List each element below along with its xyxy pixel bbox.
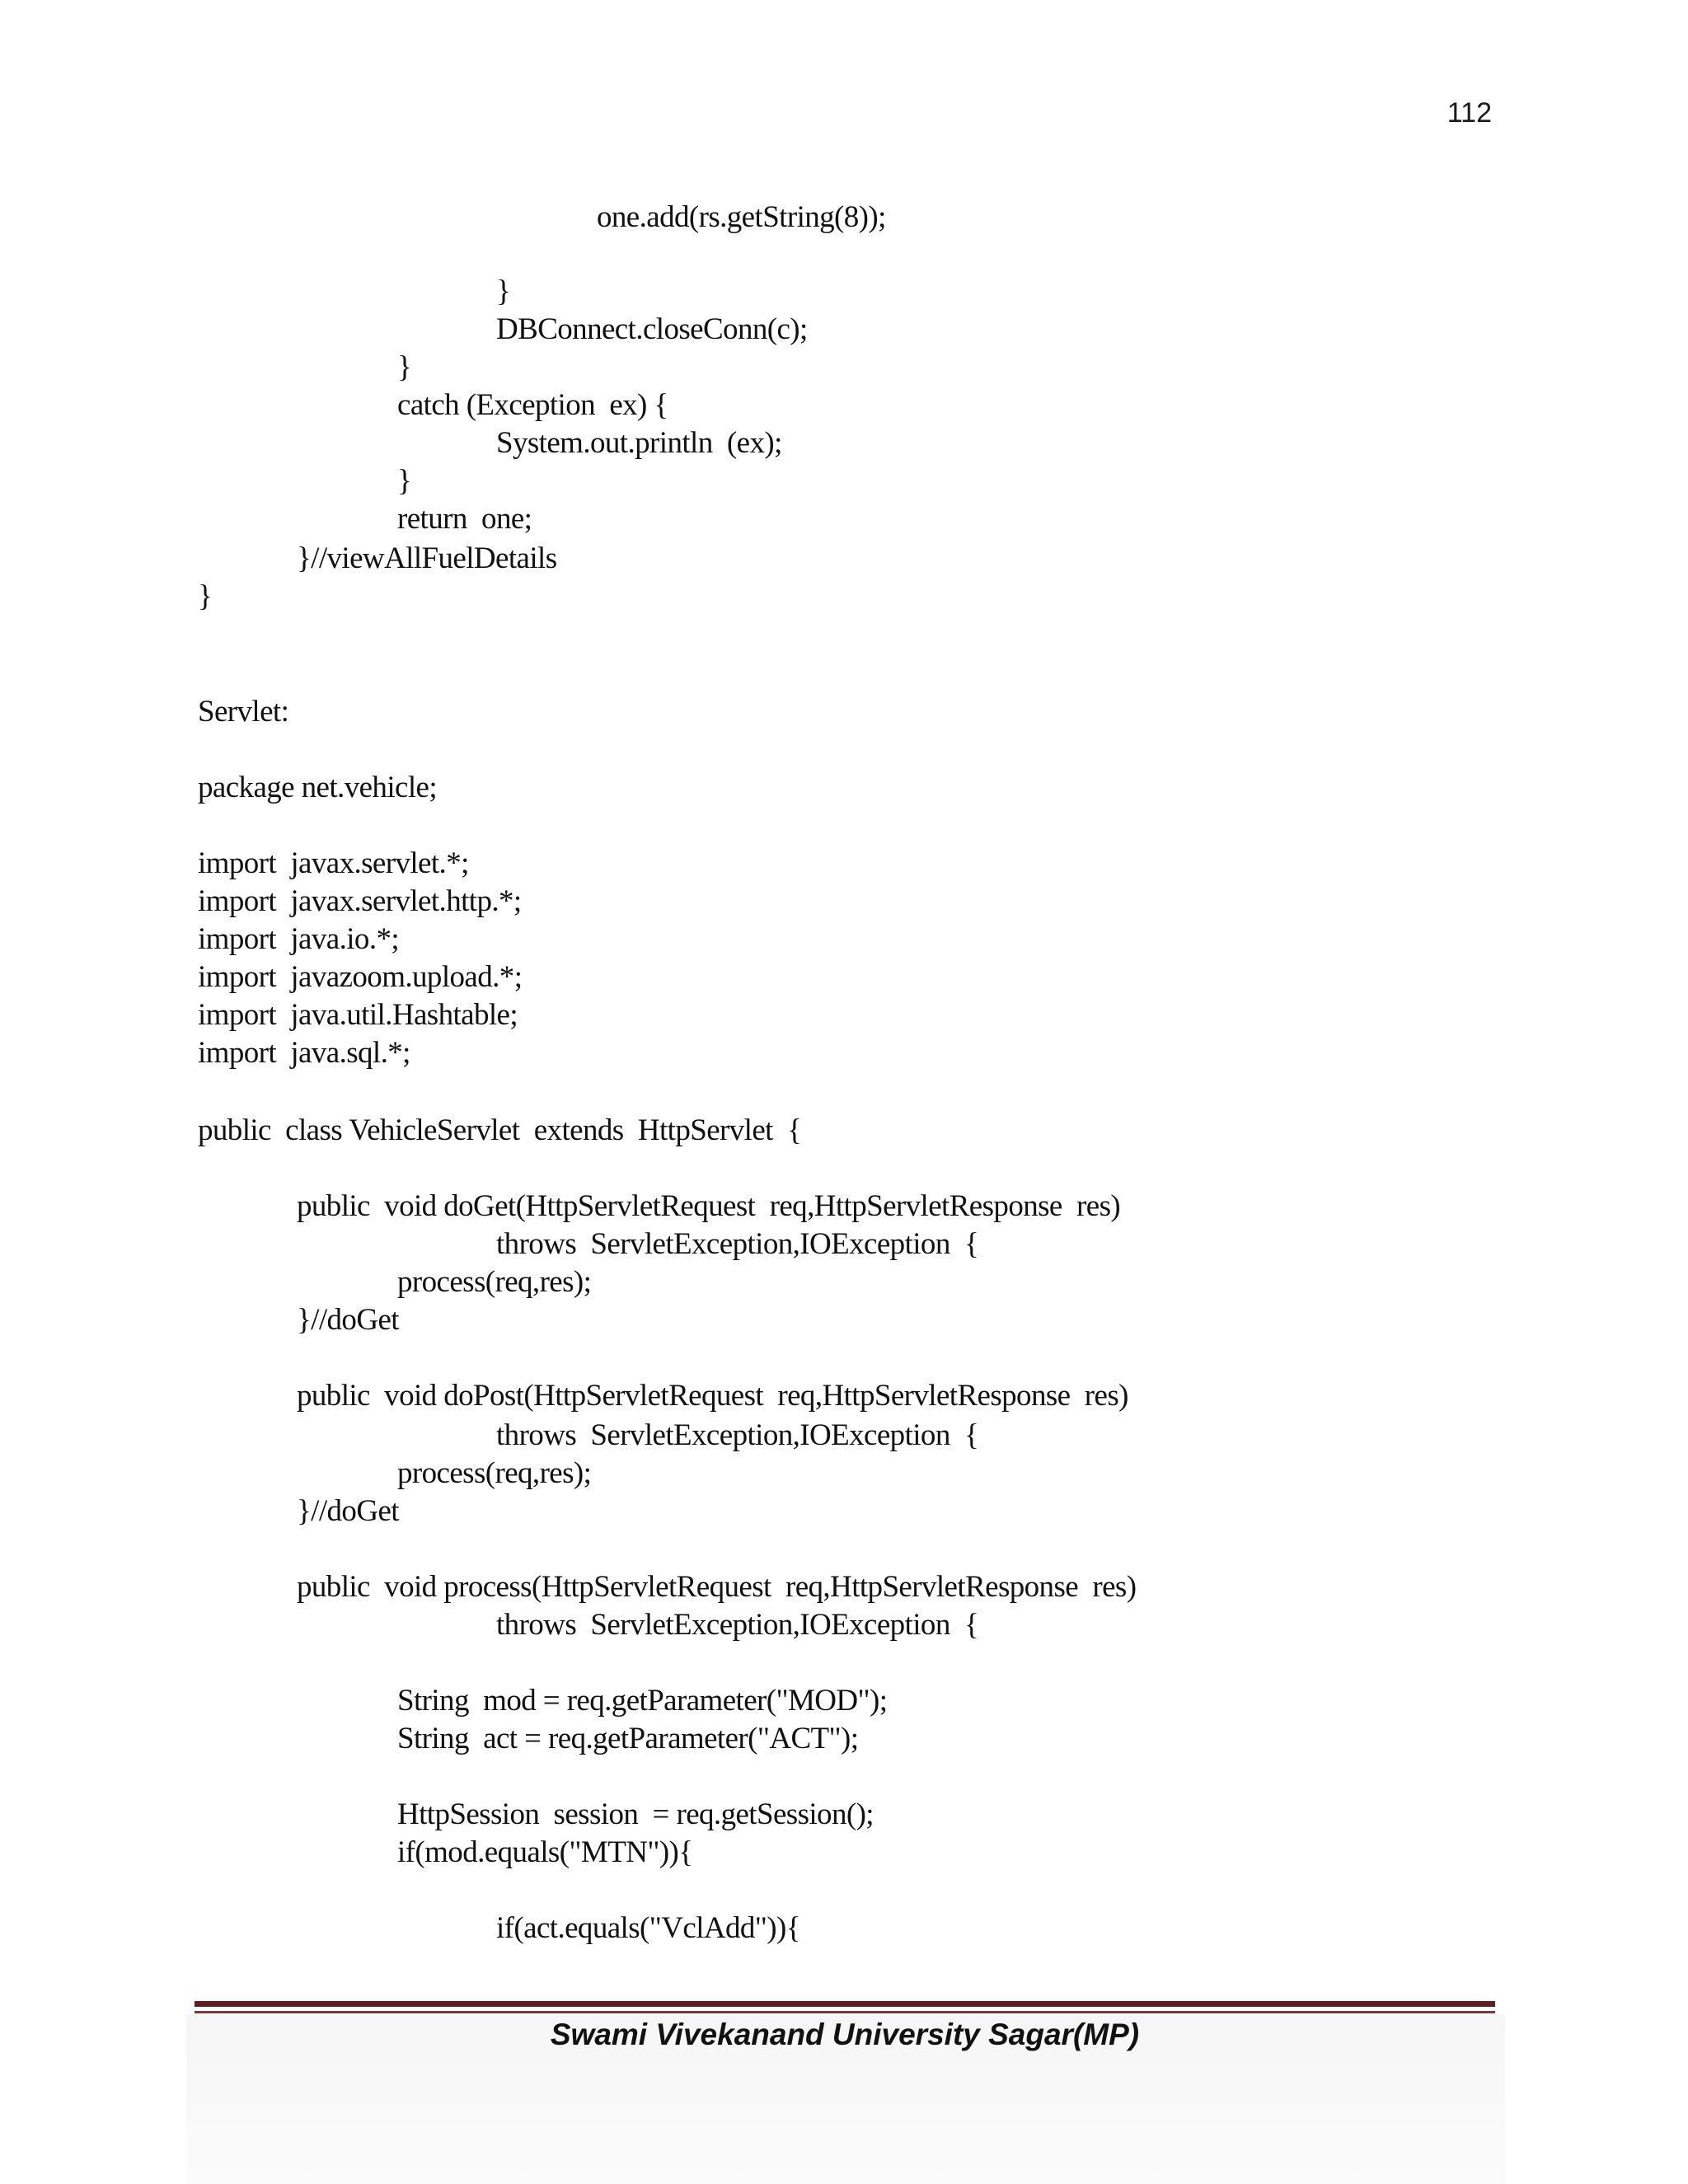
section-heading: Servlet: [198,695,289,729]
footer-university-name: Swami Vivekanand University Sagar(MP) [550,2018,1140,2051]
code-line: }//doGet [297,1494,399,1528]
code-line: String mod = req.getParameter("MOD"); [397,1684,888,1718]
code-line: package net.vehicle; [198,771,437,804]
code-line: one.add(rs.getString(8)); [597,200,886,234]
footer-rule-secondary [195,2011,1495,2013]
code-line: public class VehicleServlet extends HttpServlet { [198,1113,802,1147]
code-line: import javax.servlet.*; [198,846,469,880]
code-line: } [397,350,412,384]
code-line: public void process(HttpServletRequest req,HttpServletResponse res) [297,1570,1137,1604]
code-line: catch (Exception ex) { [397,388,668,422]
code-line: import java.util.Hashtable; [198,998,518,1032]
code-line: process(req,res); [397,1265,592,1299]
code-line: import javazoom.upload.*; [198,960,523,994]
code-line: }//doGet [297,1303,399,1337]
code-line: return one; [397,502,532,536]
code-line: DBConnect.closeConn(c); [496,312,808,346]
code-line: } [198,579,213,613]
code-line: } [496,274,511,308]
code-line: import javax.servlet.http.*; [198,884,522,918]
code-line: public void doPost(HttpServletRequest req,HttpServletResponse res) [297,1379,1128,1413]
code-line: String act = req.getParameter("ACT"); [397,1722,859,1755]
code-line: if(mod.equals("MTN")){ [397,1835,693,1869]
code-line: if(act.equals("VclAdd")){ [496,1911,800,1945]
code-line: System.out.println (ex); [496,426,782,460]
code-line: throws ServletException,IOException { [496,1418,979,1452]
code-line: throws ServletException,IOException { [496,1227,979,1261]
code-line: throws ServletException,IOException { [496,1608,979,1642]
code-line: import java.io.*; [198,922,400,956]
code-line: import java.sql.*; [198,1036,410,1070]
code-line: }//viewAllFuelDetails [297,541,557,575]
page-number: 112 [1447,97,1492,129]
code-line: HttpSession session = req.getSession(); [397,1797,874,1831]
footer-rule [195,2001,1495,2007]
code-line: public void doGet(HttpServletRequest req,HttpServletResponse res) [297,1189,1121,1223]
code-line: process(req,res); [397,1456,592,1490]
code-line: } [397,464,412,498]
